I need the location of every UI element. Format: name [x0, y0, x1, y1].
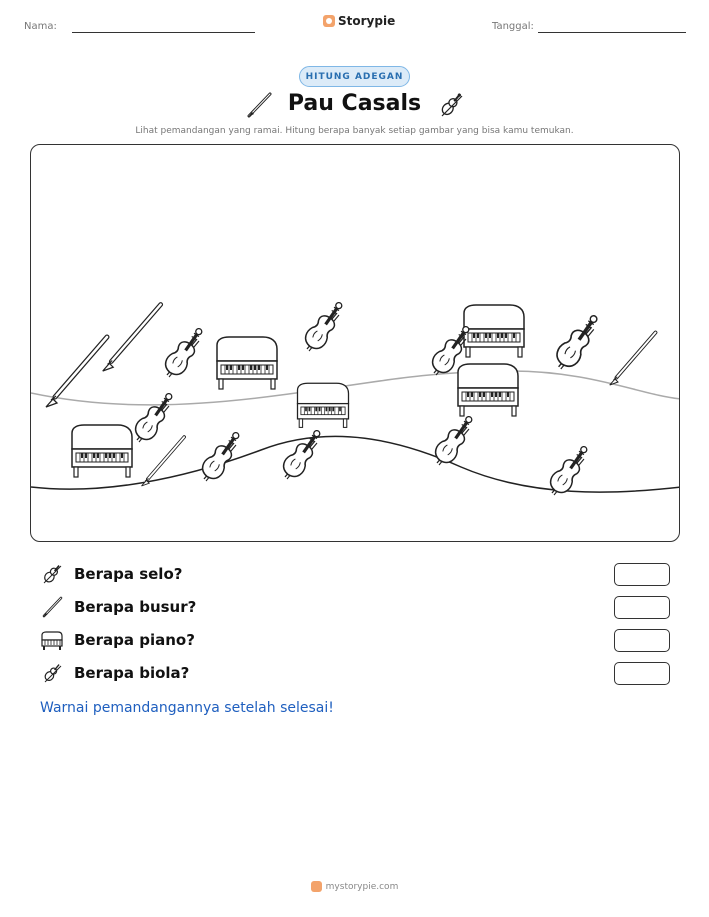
activity-badge: HITUNG ADEGAN — [299, 66, 410, 87]
answer-box-piano[interactable] — [614, 629, 670, 652]
cello-icon — [40, 562, 64, 586]
date-label: Tanggal: — [492, 21, 534, 32]
instructions: Lihat pemandangan yang ramai. Hitung berapa banyak setiap gambar yang bisa kamu temukan. — [135, 126, 574, 136]
name-line[interactable] — [72, 32, 255, 33]
counting-scene — [30, 144, 680, 542]
violin-icon — [436, 90, 466, 120]
bow-icon — [40, 595, 64, 619]
answer-box-cello[interactable] — [614, 563, 670, 586]
brand-name: Storypie — [338, 14, 396, 28]
question-cello — [40, 561, 670, 587]
name-label: Nama: — [24, 21, 57, 32]
storypie-logo-icon — [311, 881, 322, 892]
coloring-instruction: Warnai pemandangannya setelah selesai! — [40, 700, 334, 716]
question-violin — [40, 660, 670, 686]
question-bow — [40, 594, 670, 620]
answer-box-bow[interactable] — [614, 596, 670, 619]
page-title: Pau Casals — [287, 91, 422, 116]
date-line[interactable] — [538, 32, 686, 33]
question-text: Berapa piano? — [74, 631, 195, 649]
answer-box-violin[interactable] — [614, 662, 670, 685]
footer — [0, 881, 709, 892]
footer-url[interactable]: mystorypie.com — [325, 881, 399, 892]
piano-icon — [40, 628, 64, 652]
storypie-logo-icon — [323, 15, 335, 27]
question-text: Berapa busur? — [74, 598, 197, 616]
brand-logo — [323, 14, 395, 28]
question-text: Berapa biola? — [74, 664, 190, 682]
question-piano — [40, 627, 670, 653]
scene-drawing — [31, 145, 680, 542]
question-text: Berapa selo? — [74, 565, 183, 583]
violin-icon — [40, 661, 64, 685]
